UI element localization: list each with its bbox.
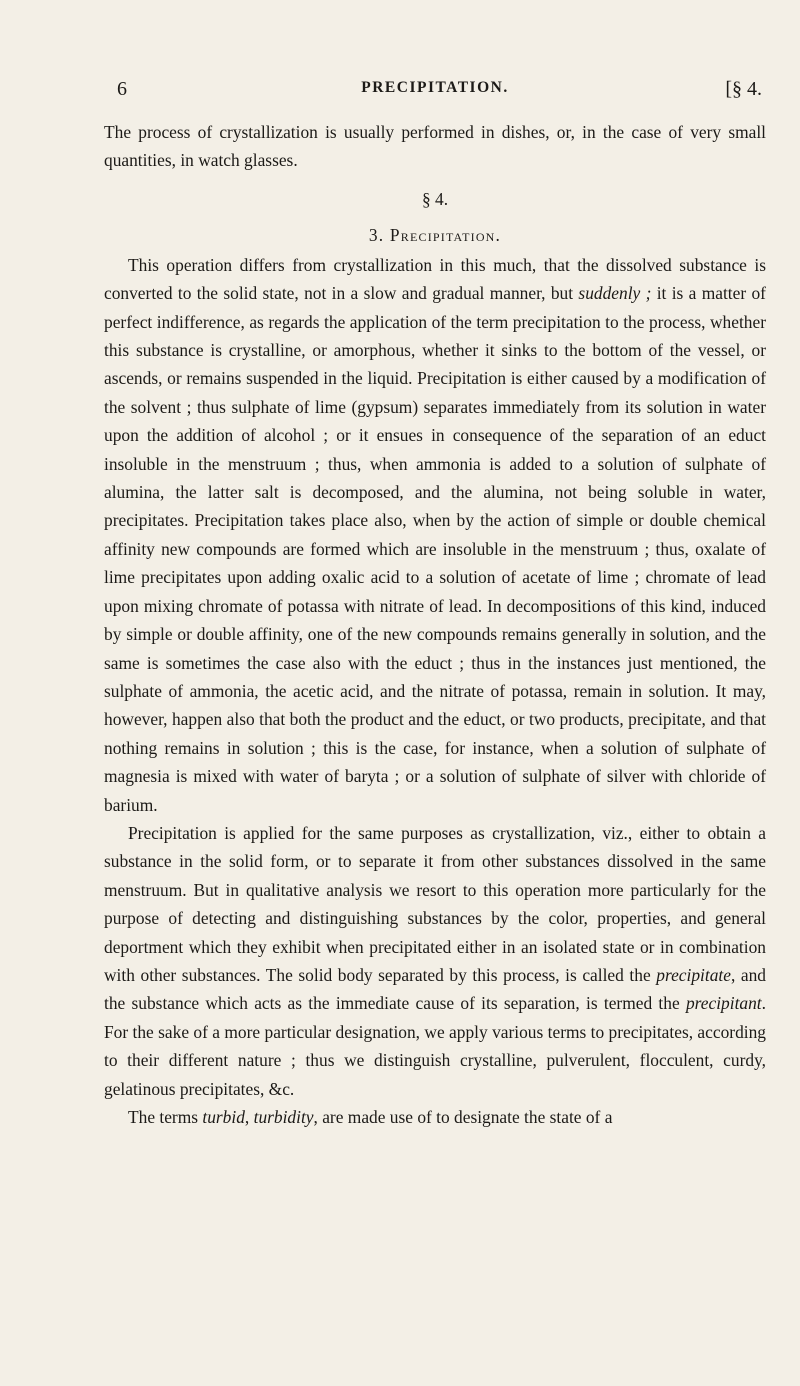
paragraph-text: it is a matter of perfect indifference, as regards the application of the term precipitation to the process, whether this substance is crystalline, or amorphous, whether it sinks to the bottom of the vessel, or ascends, or remains suspended in the liquid. Precipitation is either caused by a modification of the solvent ; thus sulphate of lime (gypsum) separates immediately from its solution in water upon the addition of alcohol ; or it ensues in consequence of the separation of an educt insoluble in the menstruum ; thus, when ammonia is added to a solution of sulphate of alumina, the latter salt is decomposed, and the alumina, not being soluble in water, precipitates. Precipitation takes place also, when by the action of simple or double chemical affinity new compounds are formed which are insoluble in the menstruum ; thus, oxalate of lime precipitates upon adding oxalic acid to a solution of acetate of lime ; chromate of lead upon mixing chromate of potassa with nitrate of lead. In decompositions of this kind, induced by simple or double affinity, one of the new compounds remains generally in solution, and the same is sometimes the case also with the educt ; thus in the instances just mentioned, the sulphate of ammonia, the acetic acid, and the nitrate of potassa, remain in solution. It may, however, happen also that both the product and the educt, or two products, precipitate, and that nothing remains in solution ; this is the case, for instance, when a solution of sulphate of magnesia is mixed with water of baryta ; or a solution of sulphate of silver with chloride of barium. [104, 283, 766, 815]
paragraph-text: . For the sake of a more particular designation, we apply various terms to precipitates, according to their different nature ; thus we distinguish crystalline, pulverulent, flocculent, curdy, gelatinous precipitates, &c. [104, 993, 766, 1099]
running-title: PRECIPITATION. [361, 79, 509, 96]
section-title: Precipitation. [389, 224, 502, 245]
paragraph-text: , are made use of to designate the state of a [313, 1107, 613, 1127]
page-number: 6 [117, 78, 127, 100]
section-reference: [§ 4. [725, 78, 762, 100]
section-mark: § 4. [421, 188, 449, 209]
paragraph-precipitation-uses [104, 819, 766, 1103]
paragraph-text: The terms [128, 1107, 203, 1127]
section-number: 3. [368, 224, 385, 245]
paragraph-text: Precipitation is applied for the same purposes as crystallization, viz., either to obtain a substance in the solid form, or to separate it from other substances dissolved in the same menstruum. But in qualitative analysis we resort to this operation more particularly for the purpose of detecting and distinguishing substances by the color, properties, and general deportment which they exhibit when precipitated either in an isolated state or in combination with other substances. The solid body separated by this process, is called the [104, 822, 766, 985]
page-body [104, 118, 766, 1131]
emphasis-turbidity: turbidity [253, 1107, 314, 1127]
paragraph-text: , [244, 1107, 254, 1127]
paragraph-text: This operation differs from crystallization in this much, that the dissolved substance is converted to the solid state, not in a slow and gradual manner, but [104, 254, 766, 304]
emphasis-turbid: turbid [202, 1107, 245, 1127]
section-heading [104, 221, 766, 249]
paragraph-text: , and the substance which acts as the immediate cause of its separation, is termed the [104, 964, 766, 1014]
emphasis-suddenly: suddenly ; [578, 283, 652, 304]
intro-paragraph: The process of crystallization is usually performed in dishes, or, in the case of very small quantities, in watch glasses. [104, 122, 766, 171]
paragraph-turbidity [104, 1103, 766, 1131]
running-header [104, 78, 766, 118]
paragraph-precipitation-definition [104, 251, 766, 819]
emphasis-precipitant: precipitant [685, 993, 762, 1014]
emphasis-precipitate: precipitate [656, 964, 731, 985]
